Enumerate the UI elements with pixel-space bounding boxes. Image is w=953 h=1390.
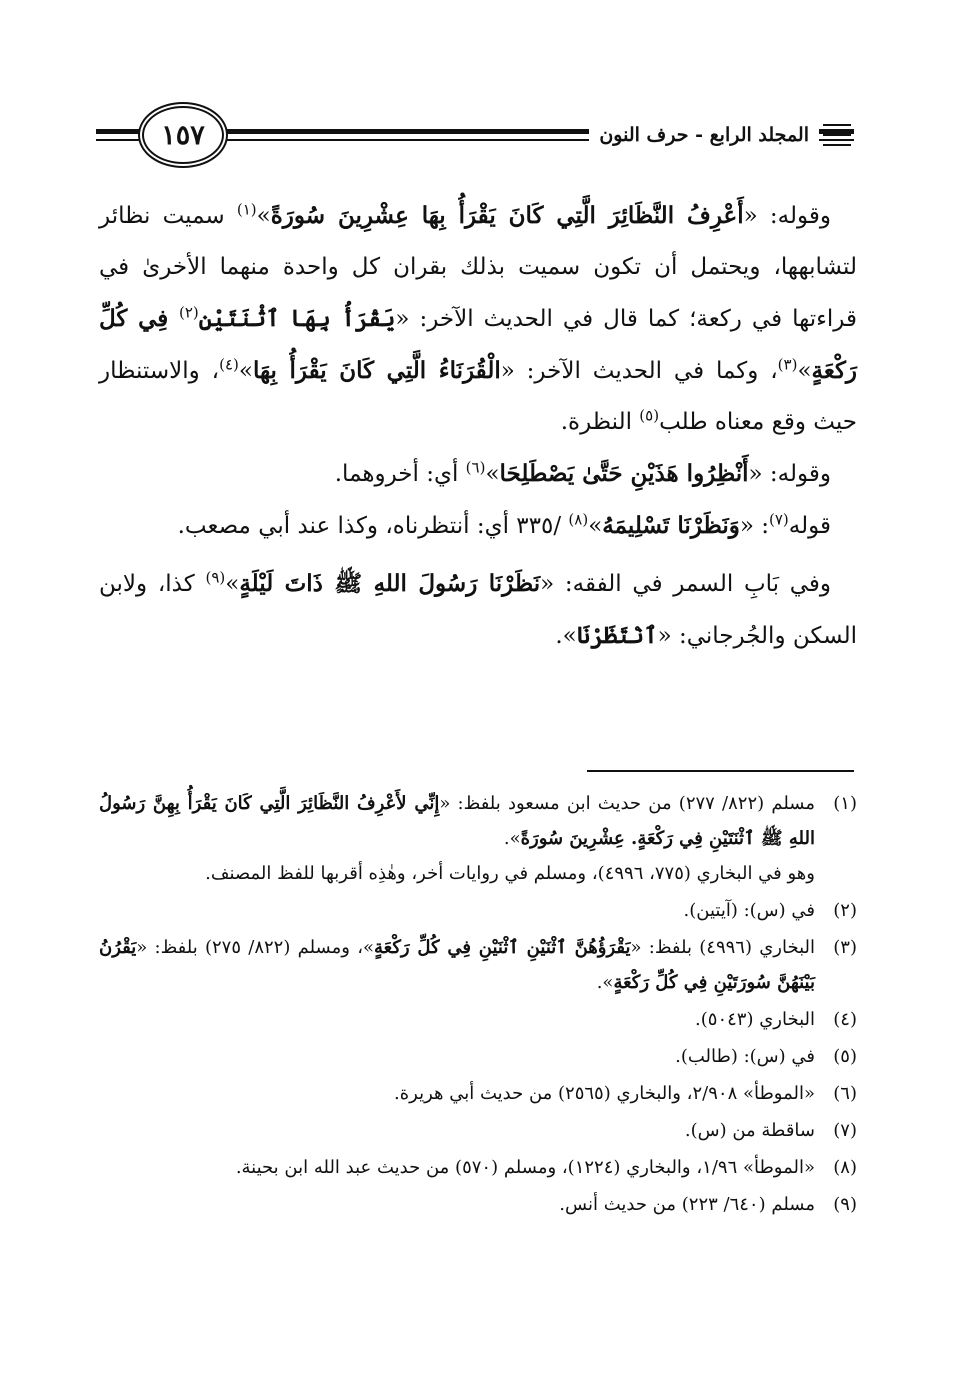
page-number: ١٥٧ [161,119,205,151]
footnote-separator [587,770,854,772]
footnote-text: في (س): (آيتين). [683,900,815,921]
footnote-number: (١) [833,793,857,814]
footnote-item [99,930,857,1000]
header-lead-ornament [823,124,851,146]
hadith-quote: أَنْظِرُوا هَذَيْنِ حَتَّىٰ يَصْطَلِحَا [499,460,749,487]
footnote-item [99,1187,857,1222]
footnote-number: (٤) [833,1009,857,1030]
paragraph-2: وقوله: «أَنْظِرُوا هَذَيْنِ حَتَّىٰ يَصْطَلِحَا»$^{(٦)}$ أي: أخروهما. [334,458,831,487]
footnote-number: (٣) [833,937,857,958]
footnote-item [99,1076,857,1111]
paragraph-1: وقوله: «أَعْرِفُ النَّظَائِرَ الَّتِي كَانَ يَقْرَأُ بِهَا عِشْرِينَ سُورَةً»$^{(١)}$ سميت نظائر لتشابهها، ويحتمل أن تكون سميت بذلك بقران كل واحدة منهما الأخرىٰ في قراءتها في ركعة؛ كما قال في الحديث الآخر: «يَقْرَأُ بِهَا ٱثْنَتَيْنِ$^{(٢)}$ فِي كُلِّ رَكْعَةٍ»$^{(٣)}$، وكما في الحديث الآخر: «الْقُرَنَاءُ الَّتِي كَانَ يَقْرَأُ بِهَا»$^{(٤)}$، والاستنظار حيث وقع معناه طلب$^{(٥)}$ النظرة. [99,200,858,435]
hadith-quote: يَقْرَأُ بِهَا ٱثْنَتَيْنِ [198,305,396,332]
footnote-number: (٩) [833,1194,857,1215]
footnote-number: (٥) [833,1046,857,1067]
footnote-text: البخاري (٤٩٩٦) بلفظ: «يَقْرَؤُهُنَّ ٱثْنَيْنِ ٱثْنَيْنِ فِي كُلِّ رَكْعَةٍ»، ومسلم (٨٢٢/ ٢٧٥) بلفظ: «يَقْرُنُ بَيْنَهُنَّ سُورَتَيْنِ فِي كُلِّ رَكْعَةٍ». [99,937,816,993]
footnote-ref: (٤) [219,355,239,374]
footnote-text: مسلم (٦٤٠/ ٢٢٣) من حديث أنس. [559,1194,815,1215]
footnote-item [99,1150,857,1185]
footnote-text: ساقطة من (س). [684,1120,815,1141]
footnote-text: البخاري (٥٠٤٣). [695,1009,815,1030]
hadith-quote: يَقْرُنُ بَيْنَهُنَّ سُورَتَيْنِ فِي كُلِّ رَكْعَةٍ [99,937,815,993]
footnote-item [99,893,857,928]
paragraph-3: قوله$^{(٧)}$: «وَنَظَرْنَا تَسْلِيمَهُ»$^{(٨)}$ /٣٣٥ أي: أنتظرناه، وكذا عند أبي مصعب. [177,510,831,539]
main-text [99,190,857,662]
running-title: المجلد الرابع - حرف النون [589,120,819,150]
footnote-number: (٦) [833,1083,857,1104]
footnote-text: في (س): (طالب). [675,1046,815,1067]
footnote-number: (٧) [833,1120,857,1141]
footnote-text: مسلم (٨٢٢/ ٢٧٧) من حديث ابن مسعود بلفظ: «إِنِّي لأَعْرِفُ النَّظَائِرَ الَّتِي كَانَ يَقْرَأُ بِهِنَّ رَسُولُ اللهِ ﷺ ٱثْنَتَيْنِ فِي رَكْعَةٍ. عِشْرِينَ سُورَةً». وهو في البخاري (٧٧٥، ٤٩٩٦)، ومسلم في روايات أخر، وهٰذِه أقربها للفظ المصنف. [99,793,815,884]
footnote-number: (٨) [833,1157,857,1178]
hadith-quote: ٱنْتَظَرْنَا [576,622,658,649]
footnote-ref: (٦) [465,458,486,477]
hadith-quote: وَنَظَرْنَا تَسْلِيمَهُ [602,512,740,539]
hadith-quote: فِي كُلِّ رَكْعَةٍ [99,305,858,384]
page-number-ornament [138,102,228,168]
footnote-ref: (٨) [568,510,589,529]
footnote-text: «الموطأ» ١/٩٦، والبخاري (١٢٢٤)، ومسلم (٥٧٠) من حديث عبد الله ابن بحينة. [235,1157,815,1178]
footnote-item [99,1002,857,1037]
footnote-ref: (١) [236,200,257,219]
hadith-quote: نَظَرْنَا رَسُولَ اللهِ ﷺ ذَاتَ لَيْلَةٍ [239,570,541,597]
footnote-ref: (٧) [769,510,789,529]
footnote-item [99,786,857,891]
hadith-quote: الْقُرَنَاءُ الَّتِي كَانَ يَقْرَأُ بِهَا [252,357,501,384]
hadith-quote: إِنِّي لأَعْرِفُ النَّظَائِرَ الَّتِي كَانَ يَقْرَأُ بِهِنَّ رَسُولُ اللهِ ﷺ ٱثْنَتَيْنِ فِي رَكْعَةٍ. عِشْرِينَ سُورَةً [99,793,815,849]
hadith-quote: يَقْرَؤُهُنَّ ٱثْنَيْنِ ٱثْنَيْنِ فِي كُلِّ رَكْعَةٍ [374,937,631,958]
footnotes [99,786,857,1224]
hadith-quote: أَعْرِفُ النَّظَائِرَ الَّتِي كَانَ يَقْرَأُ بِهَا عِشْرِينَ سُورَةً [270,202,744,229]
footnote-item [99,1039,857,1074]
footnote-ref: (٩) [205,568,226,587]
footnote-ref: (٢) [178,303,199,322]
footnote-item [99,1113,857,1148]
footnote-number: (٢) [833,900,857,921]
footnote-ref: (٥) [639,406,660,425]
paragraph-4: وفي بَابِ السمر في الفقه: «نَظَرْنَا رَسُولَ اللهِ ﷺ ذَاتَ لَيْلَةٍ»$^{(٩)}$ كذا، ولابن السكن والجُرجاني: «ٱنْتَظَرْنَا». [99,568,857,649]
footnote-ref: (٣) [777,355,798,374]
footnote-text: «الموطأ» ٢/٩٠٨، والبخاري (٢٥٦٥) من حديث أبي هريرة. [394,1083,815,1104]
